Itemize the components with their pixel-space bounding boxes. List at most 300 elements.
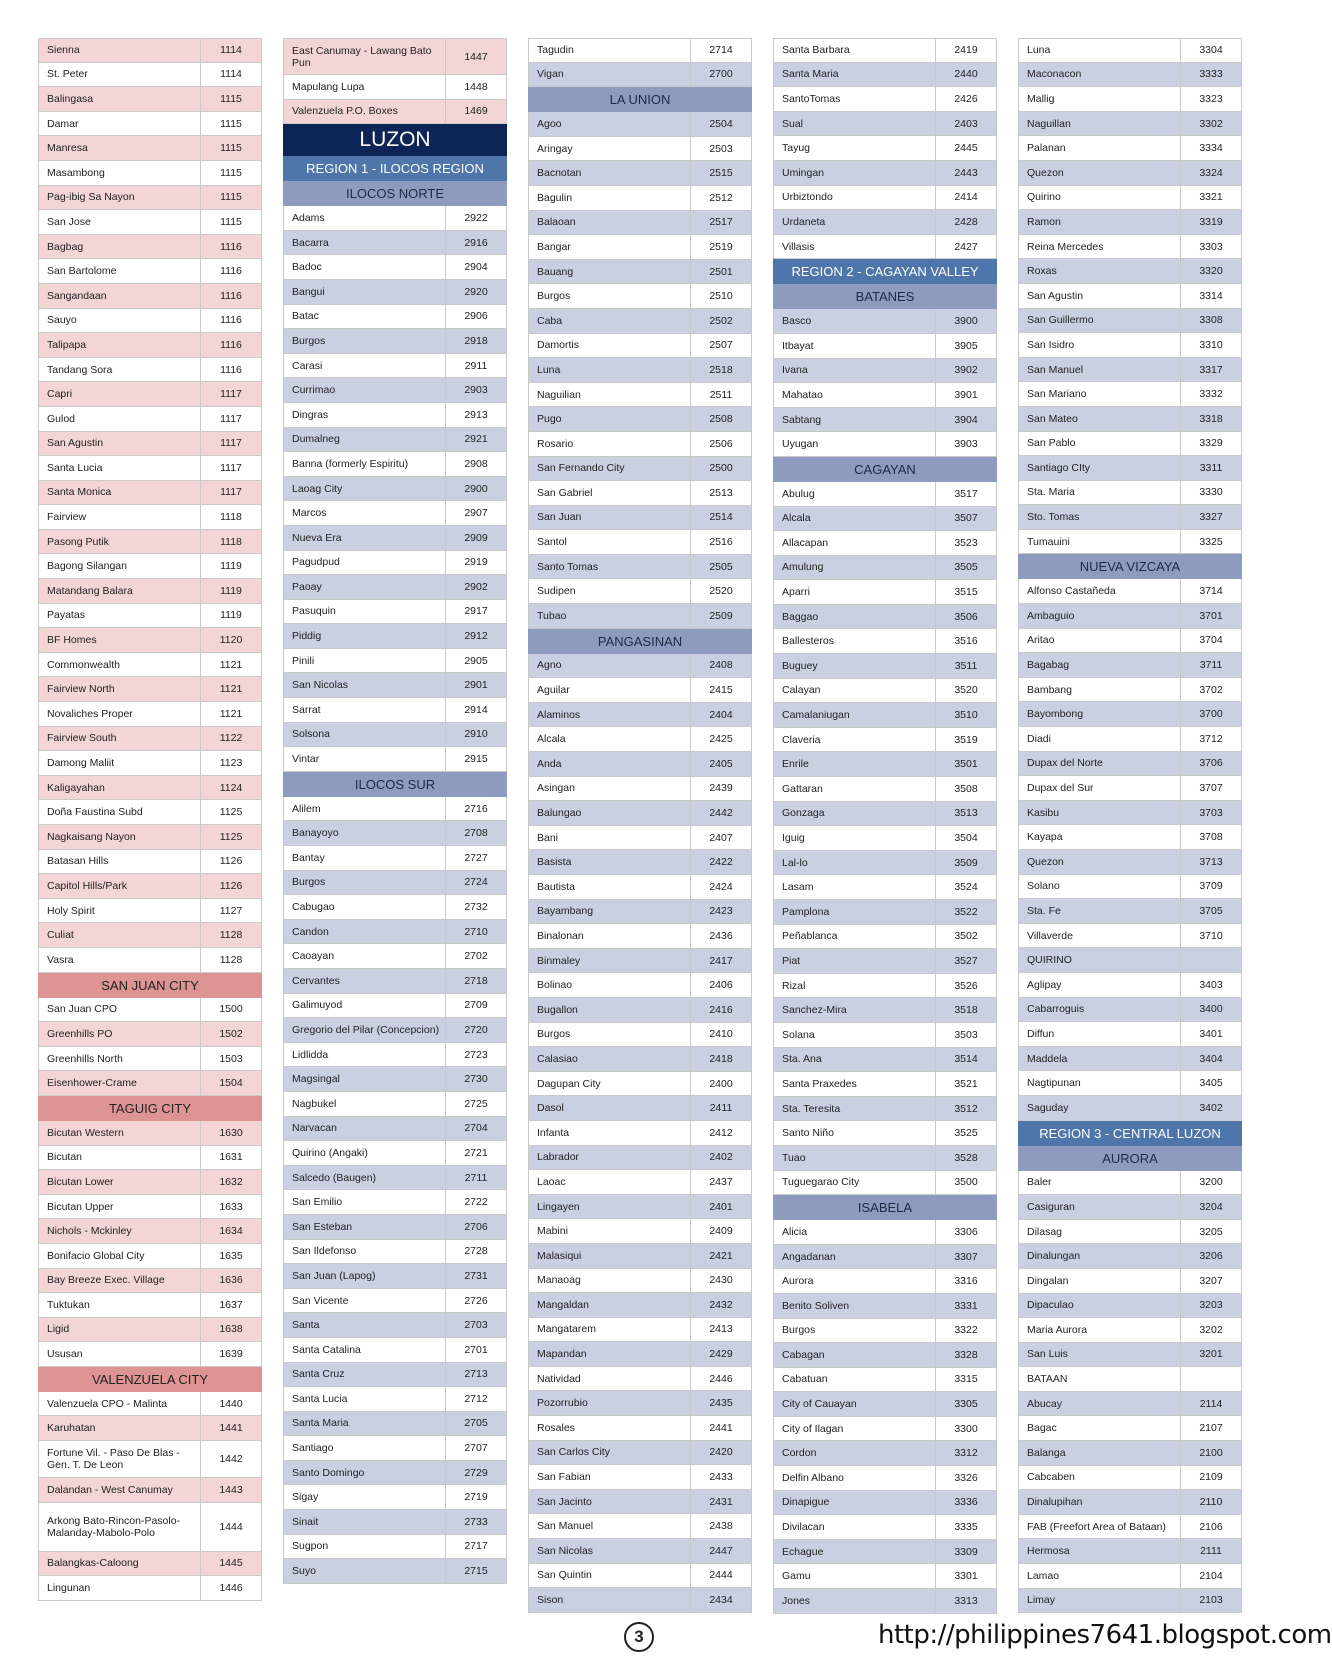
place-name: Santa Lucia: [39, 456, 201, 480]
zip-code: 2417: [709, 954, 733, 967]
zip-code: 2718: [464, 974, 488, 987]
zip-code: 2714: [709, 44, 733, 57]
zip-code: 3514: [954, 1053, 978, 1066]
place-name: Maria Aurora: [1019, 1318, 1181, 1342]
zip-code: 1636: [219, 1274, 243, 1287]
table-row: [283, 1215, 507, 1240]
zip-code: 3330: [1199, 486, 1223, 499]
place-name: Pozorrubio: [529, 1391, 691, 1415]
zip-code: 2916: [464, 236, 488, 249]
place-name: Solsona: [284, 723, 446, 747]
table-row: [1018, 727, 1242, 752]
place-name: Aglipay: [1019, 973, 1181, 997]
place-name: Iguig: [774, 826, 936, 850]
zip-code: [1181, 948, 1241, 972]
place-name: Tagudin: [529, 39, 691, 62]
place-name: Laoag City: [284, 477, 446, 501]
table-row: [1018, 1441, 1242, 1466]
place-name: Suyo: [284, 1559, 446, 1583]
table-row: [528, 727, 752, 752]
table-row: [528, 137, 752, 162]
zip-code: 2514: [709, 511, 733, 524]
place-name: Alaminos: [529, 703, 691, 727]
place-name: Bangar: [529, 235, 691, 259]
table-row: [1018, 382, 1242, 407]
table-row: [773, 1319, 997, 1344]
place-name: Echague: [774, 1540, 936, 1564]
table-row: [773, 383, 997, 408]
table-row: [773, 63, 997, 88]
table-row: [528, 1465, 752, 1490]
zip-code: 2707: [464, 1442, 488, 1455]
zip-code: 1116: [220, 289, 242, 302]
place-name: Bagabag: [1019, 653, 1181, 677]
zip-code: 1123: [219, 757, 243, 770]
place-name: Tumauini: [1019, 530, 1181, 554]
place-name: Bicutan Lower: [39, 1170, 201, 1194]
place-name: Bautista: [529, 875, 691, 899]
zip-code: 3905: [954, 339, 978, 352]
place-name: Enrile: [774, 752, 936, 776]
table-row: [1018, 875, 1242, 900]
table-row: [528, 1490, 752, 1515]
place-name: Diffun: [1019, 1022, 1181, 1046]
place-name: Santa Praxedes: [774, 1072, 936, 1096]
table-row: [773, 580, 997, 605]
table-row: [528, 407, 752, 432]
place-name: Burgos: [284, 329, 446, 353]
table-row: [528, 506, 752, 531]
zip-code: 3323: [1199, 92, 1223, 105]
zip-code: 2919: [464, 556, 488, 569]
place-name: Solano: [1019, 875, 1181, 899]
place-name: Dinapigue: [774, 1491, 936, 1515]
zip-code: 3500: [954, 1176, 978, 1189]
zip-code: 3903: [954, 438, 978, 451]
zip-code: 3515: [954, 586, 978, 599]
table-row: [528, 1269, 752, 1294]
place-name: Dasol: [529, 1096, 691, 1120]
zip-code: 3711: [1199, 659, 1223, 672]
table-row: [1018, 1318, 1242, 1343]
table-row: [528, 186, 752, 211]
place-name: Eisenhower-Crame: [39, 1071, 201, 1095]
zip-code: 2406: [709, 979, 733, 992]
place-name: Infanta: [529, 1121, 691, 1145]
place-name: Carasi: [284, 354, 446, 378]
zip-code: 3708: [1199, 831, 1223, 844]
place-name: Kaligayahan: [39, 776, 201, 800]
section-header: AURORA: [1018, 1146, 1242, 1171]
table-row: [1018, 998, 1242, 1023]
place-name: Mabini: [529, 1219, 691, 1243]
table-row: [283, 1289, 507, 1314]
place-name: Ambaguio: [1019, 604, 1181, 628]
zip-code: 1634: [219, 1225, 243, 1238]
place-name: San Emilio: [284, 1190, 446, 1214]
table-row: [528, 284, 752, 309]
table-row: [1018, 899, 1242, 924]
zip-code: 1121: [219, 683, 243, 696]
zip-code: 3401: [1199, 1027, 1223, 1040]
zip-code: 2720: [464, 1023, 488, 1036]
zip-code: 3202: [1199, 1323, 1223, 1336]
table-row: [773, 851, 997, 876]
table-row: [283, 1510, 507, 1535]
place-name: Burgos: [529, 1023, 691, 1047]
table-row: [1018, 358, 1242, 383]
table-row: [283, 1264, 507, 1289]
zip-code: 2708: [464, 827, 488, 840]
place-name: Tubao: [529, 604, 691, 628]
table-row: [283, 1485, 507, 1510]
place-name: Delfin Albano: [774, 1466, 936, 1490]
table-row: [773, 1515, 997, 1540]
zip-code: 3528: [954, 1151, 978, 1164]
table-row: [773, 826, 997, 851]
place-name: Quirino (Angaki): [284, 1141, 446, 1165]
place-name: San Manuel: [1019, 358, 1181, 382]
place-name: Damortis: [529, 334, 691, 358]
section-header: SAN JUAN CITY: [38, 973, 262, 998]
place-name: Villasis: [774, 235, 936, 259]
table-row: [773, 1368, 997, 1393]
place-name: Damar: [39, 112, 201, 136]
place-name: BF Homes: [39, 628, 201, 652]
place-name: San Ildefonso: [284, 1240, 446, 1264]
zip-code: 2401: [709, 1200, 733, 1213]
section-header: REGION 1 - ILOCOS REGION: [283, 156, 507, 181]
zip-code: 3306: [954, 1225, 978, 1238]
place-name: Balangkas-Caloong: [39, 1552, 201, 1576]
table-row: [773, 38, 997, 63]
zip-code: 2903: [464, 384, 488, 397]
place-name: Santa Maria: [774, 63, 936, 87]
table-row: [773, 728, 997, 753]
place-name: Natividad: [529, 1367, 691, 1391]
table-row: [773, 1171, 997, 1196]
place-name: Pamplona: [774, 900, 936, 924]
table-row: [283, 526, 507, 551]
place-name: Sanchez-Mira: [774, 998, 936, 1022]
place-name: Rosales: [529, 1416, 691, 1440]
zip-code: 1119: [220, 584, 242, 597]
place-name: San Juan (Lapog): [284, 1264, 446, 1288]
table-row: [38, 702, 262, 727]
table-row: [38, 1170, 262, 1195]
table-row: [38, 899, 262, 924]
zip-code: 2909: [464, 531, 488, 544]
place-name: Binalonan: [529, 924, 691, 948]
table-row: [1018, 1392, 1242, 1417]
zip-code: 2729: [464, 1466, 488, 1479]
table-row: [1018, 825, 1242, 850]
place-name: Basco: [774, 309, 936, 333]
zip-code: 3309: [954, 1545, 978, 1558]
zip-code: 2100: [1199, 1446, 1223, 1459]
table-row: [38, 1121, 262, 1146]
zip-code: 2914: [464, 703, 488, 716]
zip-code: 3301: [954, 1570, 978, 1583]
zip-code: 2434: [709, 1594, 733, 1607]
table-row: [773, 1245, 997, 1270]
place-name: Buguey: [774, 654, 936, 678]
zip-code: 2508: [709, 413, 733, 426]
table-row: [528, 1441, 752, 1466]
place-name: Novaliches Proper: [39, 702, 201, 726]
zip-code: 1635: [219, 1249, 243, 1262]
zip-code: 2725: [464, 1097, 488, 1110]
place-name: Bacarra: [284, 231, 446, 255]
zip-code: 1445: [219, 1557, 243, 1570]
place-name: Camalaniugan: [774, 703, 936, 727]
place-name: Ivana: [774, 359, 936, 383]
zip-code: 3501: [954, 758, 978, 771]
table-row: [38, 161, 262, 186]
zip-code: 1504: [219, 1077, 243, 1090]
place-name: Adams: [284, 206, 446, 230]
table-row: [1018, 678, 1242, 703]
table-row: [38, 1146, 262, 1171]
zip-code: 2510: [709, 290, 733, 303]
zip-code: 2906: [464, 310, 488, 323]
table-row: [38, 259, 262, 284]
place-name: Karuhatan: [39, 1416, 201, 1440]
zip-code: 2445: [954, 142, 978, 155]
zip-code: 2433: [709, 1471, 733, 1484]
table-row: [38, 1342, 262, 1367]
zip-code: 3710: [1199, 929, 1223, 942]
zip-code: 3206: [1199, 1250, 1223, 1263]
place-name: Tandang Sora: [39, 358, 201, 382]
table-row: [38, 382, 262, 407]
zip-code: 3315: [954, 1373, 978, 1386]
place-name: Burgos: [284, 871, 446, 895]
zip-code: 3508: [954, 782, 978, 795]
table-row: [1018, 776, 1242, 801]
place-name: Alcala: [774, 507, 936, 531]
zip-code: 2438: [709, 1520, 733, 1533]
place-name: Mangaldan: [529, 1293, 691, 1317]
place-name: Burgos: [774, 1319, 936, 1343]
table-row: [773, 432, 997, 457]
place-name: Sigay: [284, 1485, 446, 1509]
zip-code: 2516: [709, 536, 733, 549]
zip-code: 2507: [709, 339, 733, 352]
place-name: Bolinao: [529, 973, 691, 997]
zip-code: 3319: [1199, 215, 1223, 228]
table-row: [283, 501, 507, 526]
table-row: [283, 1387, 507, 1412]
table-row: [283, 994, 507, 1019]
zip-code: 2722: [464, 1196, 488, 1209]
table-row: [38, 87, 262, 112]
zip-code: 1122: [219, 732, 243, 745]
zip-code: 3400: [1199, 1003, 1223, 1016]
zip-code: 1118: [220, 511, 242, 524]
place-name: Candon: [284, 920, 446, 944]
zip-code: 1448: [464, 80, 488, 93]
place-name: City of Ilagan: [774, 1417, 936, 1441]
table-row: [283, 871, 507, 896]
place-name: Commonwealth: [39, 653, 201, 677]
place-name: Quezon: [1019, 850, 1181, 874]
place-name: Diadi: [1019, 727, 1181, 751]
zip-code: 2907: [464, 507, 488, 520]
place-name: Sta. Fe: [1019, 899, 1181, 923]
place-name: Palanan: [1019, 136, 1181, 160]
place-name: Batac: [284, 305, 446, 329]
zip-code: 2103: [1199, 1594, 1223, 1607]
zip-code: 3709: [1199, 880, 1223, 893]
place-name: Sta. Maria: [1019, 481, 1181, 505]
table-row: [283, 1313, 507, 1338]
place-name: Tuguegarao City: [774, 1171, 936, 1195]
table-row: [1018, 604, 1242, 629]
place-name: Ligid: [39, 1318, 201, 1342]
table-row: [773, 507, 997, 532]
place-name: Binmaley: [529, 949, 691, 973]
table-row: [38, 481, 262, 506]
zip-code: 2723: [464, 1048, 488, 1061]
place-name: Ramon: [1019, 210, 1181, 234]
zip-code: 3324: [1199, 166, 1223, 179]
zip-code: 2107: [1199, 1422, 1223, 1435]
table-row: [1018, 1171, 1242, 1196]
place-name: Currimao: [284, 378, 446, 402]
zip-code: 2716: [464, 802, 488, 815]
table-row: [773, 309, 997, 334]
table-row: [773, 1564, 997, 1589]
table-row: [283, 329, 507, 354]
place-name: Santa Catalina: [284, 1338, 446, 1362]
table-row: [38, 800, 262, 825]
table-row: [38, 727, 262, 752]
place-name: San Fernando City: [529, 457, 691, 481]
table-row: [773, 87, 997, 112]
table-row: [38, 358, 262, 383]
zip-code: 2420: [709, 1446, 733, 1459]
zip-code: 2109: [1199, 1471, 1223, 1484]
place-name: Cordon: [774, 1441, 936, 1465]
table-row: [1018, 973, 1242, 998]
place-name: Culiat: [39, 923, 201, 947]
zip-code: 2905: [464, 654, 488, 667]
zip-code: 2409: [709, 1225, 733, 1238]
place-name: Asingan: [529, 777, 691, 801]
table-row: [1018, 1343, 1242, 1368]
zip-code: 3504: [954, 832, 978, 845]
table-row: [38, 1047, 262, 1072]
zip-code: 1128: [219, 929, 243, 942]
place-name: Damong Maliit: [39, 751, 201, 775]
place-name: San Mateo: [1019, 407, 1181, 431]
place-name: San Guillermo: [1019, 309, 1181, 333]
table-row: [38, 653, 262, 678]
zip-code: 2710: [464, 925, 488, 938]
table-row: [283, 403, 507, 428]
table-row: [1018, 1096, 1242, 1121]
table-row: [773, 1466, 997, 1491]
place-name: Benito Soliven: [774, 1294, 936, 1318]
table-row: [773, 1441, 997, 1466]
zip-code: 3316: [954, 1275, 978, 1288]
table-row: [283, 1166, 507, 1191]
table-row: [773, 1269, 997, 1294]
zip-code: 2732: [464, 901, 488, 914]
zip-code: 2414: [954, 191, 978, 204]
table-row: [1018, 161, 1242, 186]
table-row: [283, 1117, 507, 1142]
table-row: [773, 752, 997, 777]
place-name: Narvacan: [284, 1117, 446, 1141]
zip-code: 1441: [219, 1422, 243, 1435]
table-row: [283, 1535, 507, 1560]
table-row: [38, 1503, 262, 1552]
zip-code: 2709: [464, 999, 488, 1012]
table-row: [1018, 505, 1242, 530]
zip-code: 1502: [219, 1027, 243, 1040]
place-name: Vasra: [39, 948, 201, 972]
section-header: NUEVA VIZCAYA: [1018, 554, 1242, 579]
place-name: Batasan Hills: [39, 850, 201, 874]
place-name: Sabtang: [774, 408, 936, 432]
zip-code: 2440: [954, 68, 978, 81]
zip-code: 2412: [709, 1126, 733, 1139]
place-name: Bauang: [529, 260, 691, 284]
table-row: [1018, 702, 1242, 727]
place-name: Nueva Era: [284, 526, 446, 550]
place-name: Balingasa: [39, 87, 201, 111]
place-name: Jones: [774, 1589, 936, 1613]
table-row: [773, 1072, 997, 1097]
place-name: Sugpon: [284, 1535, 446, 1559]
place-name: Bambang: [1019, 678, 1181, 702]
zip-code: 2408: [709, 659, 733, 672]
table-row: [528, 1219, 752, 1244]
blog-url-link[interactable]: http://philippines7641.blogspot.com: [878, 1620, 1332, 1650]
place-name: San Luis: [1019, 1343, 1181, 1367]
zip-code: 2920: [464, 285, 488, 298]
table-row: [773, 949, 997, 974]
place-name: Ususan: [39, 1342, 201, 1366]
table-row: [283, 821, 507, 846]
table-row: [773, 359, 997, 384]
table-row: [38, 1416, 262, 1441]
table-row: [1018, 801, 1242, 826]
zip-code: 3707: [1199, 782, 1223, 795]
table-row: [38, 210, 262, 235]
zip-code: 3402: [1199, 1101, 1223, 1114]
table-row: [528, 1391, 752, 1416]
zip-code: 3712: [1199, 732, 1223, 745]
place-name: Pinili: [284, 649, 446, 673]
place-name: Santol: [529, 530, 691, 554]
place-name: Santa: [284, 1313, 446, 1337]
zip-code: 2422: [709, 856, 733, 869]
zip-code: 3303: [1199, 240, 1223, 253]
place-name: Caoayan: [284, 944, 446, 968]
section-header: TAGUIG CITY: [38, 1096, 262, 1121]
table-row: [528, 530, 752, 555]
table-row: [773, 900, 997, 925]
table-row: [283, 206, 507, 231]
table-row: [1018, 1244, 1242, 1269]
zip-code: 2443: [954, 166, 978, 179]
place-name: Gregorio del Pilar (Concepcion): [284, 1018, 446, 1042]
place-name: Quezon: [1019, 161, 1181, 185]
place-name: Lal-lo: [774, 851, 936, 875]
